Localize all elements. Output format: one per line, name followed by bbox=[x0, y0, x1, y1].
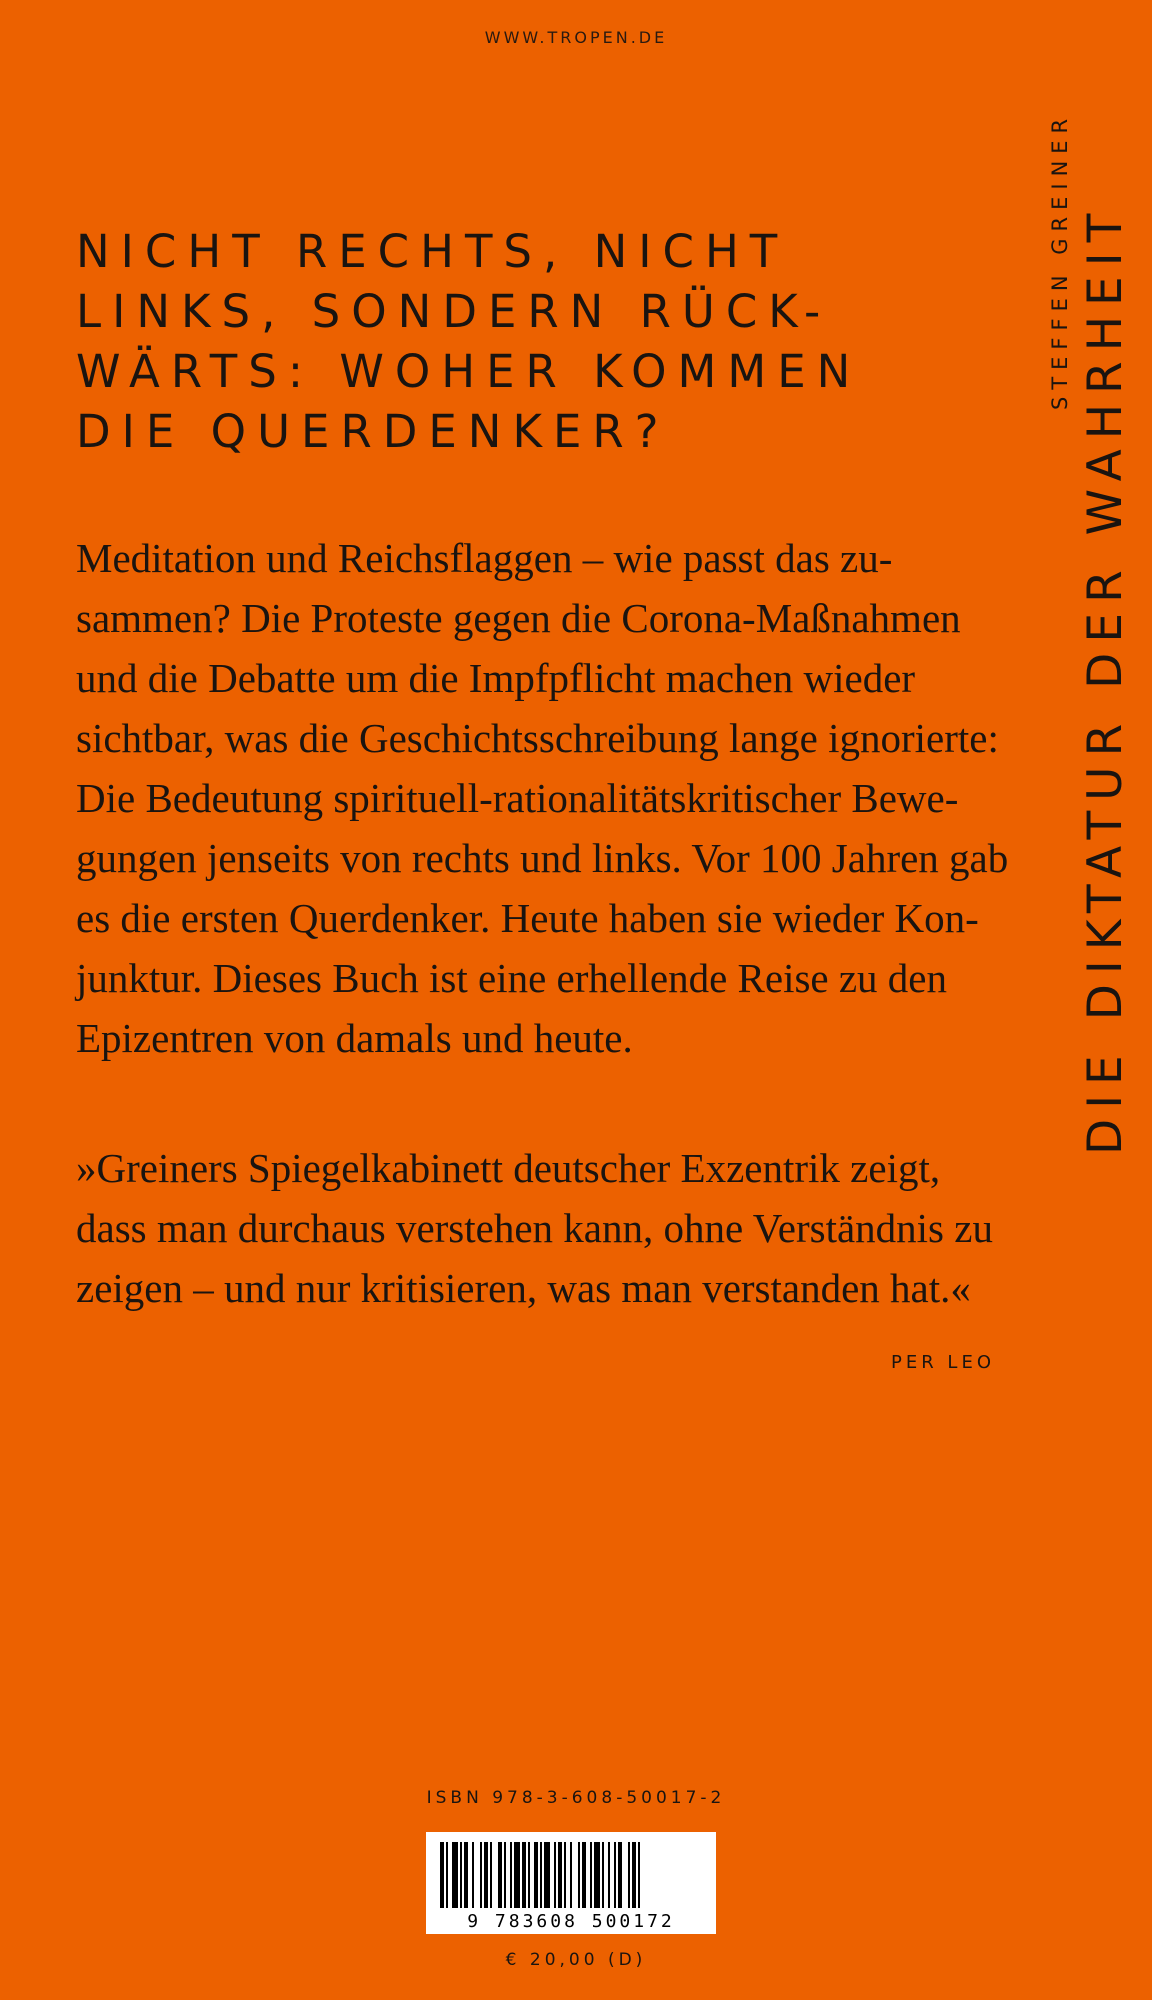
barcode-bar bbox=[602, 1842, 604, 1908]
barcode-bar bbox=[638, 1842, 640, 1908]
barcode-bar bbox=[484, 1842, 488, 1908]
barcode-bar bbox=[558, 1842, 562, 1908]
barcode-bar bbox=[522, 1842, 526, 1908]
quote-author: PER LEO bbox=[890, 1352, 995, 1373]
spine-author-wrapper bbox=[1048, 111, 1072, 430]
description-line: sichtbar, was die Geschichtsschreibung lange ignorierte: bbox=[76, 715, 999, 761]
headline-line: LINKS, SONDERN RÜCK- bbox=[76, 285, 832, 338]
barcode-bar bbox=[514, 1842, 520, 1908]
barcode-bar bbox=[578, 1842, 580, 1908]
description-line: Meditation und Reichsflaggen – wie passt das zu- bbox=[76, 535, 893, 581]
barcode-bar bbox=[608, 1842, 610, 1908]
headline-line: NICHT RECHTS, NICHT bbox=[76, 225, 789, 278]
barcode-bar bbox=[534, 1842, 538, 1908]
barcode-bar bbox=[570, 1842, 572, 1908]
description-line: es die ersten Querdenker. Heute haben sie wieder Kon- bbox=[76, 895, 979, 941]
barcode-bar bbox=[594, 1842, 600, 1908]
barcode-bar bbox=[452, 1842, 458, 1908]
review-quote bbox=[76, 1138, 996, 1318]
barcode-bar bbox=[472, 1842, 474, 1908]
quote-line: zeigen – und nur kritisieren, was man verstanden hat.« bbox=[76, 1265, 971, 1311]
quote-line: »Greiners Spiegelkabinett deutscher Exzentrik zeigt, bbox=[76, 1145, 941, 1191]
barcode-bar bbox=[632, 1842, 636, 1908]
headline bbox=[76, 222, 976, 462]
barcode-bar bbox=[554, 1842, 556, 1908]
spine-title: DIE DIKTATUR DER WAHRHEIT bbox=[1078, 203, 1133, 1155]
barcode-bar bbox=[540, 1842, 542, 1908]
barcode-bar bbox=[628, 1842, 630, 1908]
barcode-bar bbox=[504, 1842, 506, 1908]
quote-line: dass man durchaus verstehen kann, ohne Verständnis zu bbox=[76, 1205, 993, 1251]
barcode-bar bbox=[460, 1842, 462, 1908]
barcode-bar bbox=[498, 1842, 502, 1908]
barcode-bar bbox=[614, 1842, 616, 1908]
description-line: und die Debatte um die Impfpflicht machen wieder bbox=[76, 655, 916, 701]
description-line: gungen jenseits von rechts und links. Vor 100 Jahren gab bbox=[76, 835, 1009, 881]
publisher-website: WWW.TROPEN.DE bbox=[484, 28, 668, 47]
isbn-label: ISBN 978-3-608-50017-2 bbox=[426, 1788, 726, 1808]
barcode-bar bbox=[564, 1842, 566, 1908]
spine-title-wrapper bbox=[1078, 203, 1133, 1175]
barcode-bar bbox=[490, 1842, 492, 1908]
headline-line: DIE QUERDENKER? bbox=[76, 405, 670, 458]
barcode-bar bbox=[480, 1842, 482, 1908]
barcode-bar bbox=[544, 1842, 550, 1908]
barcode-bar bbox=[510, 1842, 512, 1908]
barcode-bar bbox=[582, 1842, 586, 1908]
book-description bbox=[76, 528, 1009, 1068]
barcode-bar bbox=[590, 1842, 592, 1908]
description-line: Epizentren von damals und heute. bbox=[76, 1015, 633, 1061]
barcode-bar bbox=[440, 1842, 444, 1908]
barcode-bar bbox=[464, 1842, 468, 1908]
spine-author: STEFFEN GREINER bbox=[1048, 111, 1072, 410]
headline-line: WÄRTS: WOHER KOMMEN bbox=[76, 345, 862, 398]
price-label: € 20,00 (D) bbox=[505, 1950, 647, 1970]
barcode-bar bbox=[618, 1842, 622, 1908]
barcode-bar bbox=[446, 1842, 448, 1908]
description-line: sammen? Die Proteste gegen die Corona-Maßnahmen bbox=[76, 595, 961, 641]
barcode-bar bbox=[528, 1842, 530, 1908]
description-line: Die Bedeutung spirituell-rationalitätskritischer Bewe- bbox=[76, 775, 959, 821]
barcode bbox=[426, 1832, 716, 1934]
description-line: junktur. Dieses Buch ist eine erhellende Reise zu den bbox=[76, 955, 948, 1001]
barcode-digits: 9 783608 500172 bbox=[467, 1911, 675, 1932]
